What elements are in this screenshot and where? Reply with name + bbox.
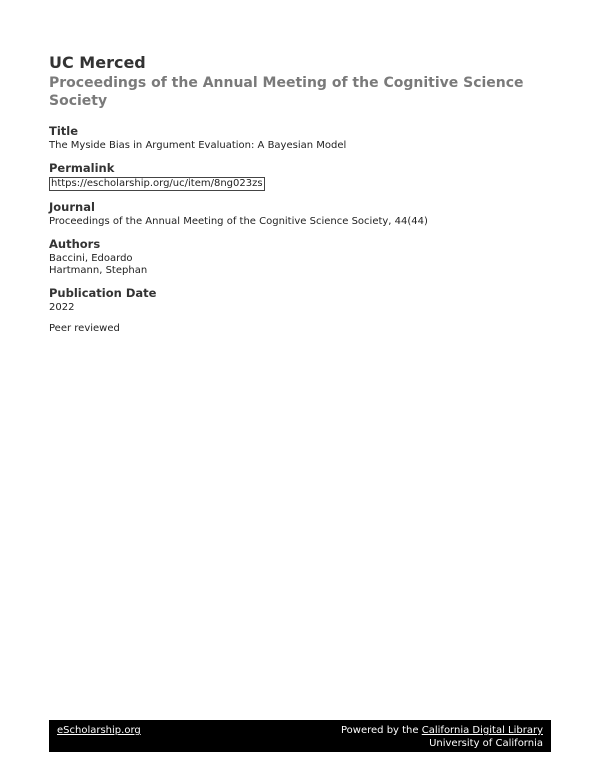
campus-name: UC Merced (49, 53, 146, 72)
title-label: Title (49, 124, 79, 138)
permalink-link[interactable]: https://escholarship.org/uc/item/8ng023zs (51, 178, 263, 189)
peer-review-status: Peer reviewed (49, 323, 120, 334)
journal-value: Proceedings of the Annual Meeting of the Cognitive Science Society, 44(44) (49, 216, 428, 227)
title-field (49, 124, 569, 152)
powered-by-line (341, 724, 543, 737)
title-value: The Myside Bias in Argument Evaluation: A Bayesian Model (49, 140, 347, 151)
permalink-field (49, 161, 569, 191)
journal-label: Journal (49, 200, 95, 214)
document-header (49, 53, 569, 110)
university-name: University of California (429, 738, 543, 749)
footer-credits (341, 724, 543, 750)
publication-date-value: 2022 (49, 302, 75, 313)
permalink-value-wrap (49, 177, 569, 191)
author-name: Baccini, Edoardo (49, 253, 133, 264)
metadata-fields (49, 124, 569, 335)
publication-date-label: Publication Date (49, 286, 157, 300)
authors-field (49, 237, 569, 277)
powered-by-text: Powered by the (341, 725, 419, 736)
permalink-label: Permalink (49, 161, 115, 175)
publication-date-field (49, 286, 569, 314)
authors-label: Authors (49, 237, 101, 251)
escholarship-link[interactable]: eScholarship.org (57, 725, 141, 736)
footer-bar (49, 720, 551, 752)
authors-list (49, 253, 569, 277)
author-name: Hartmann, Stephan (49, 265, 148, 276)
series-title: Proceedings of the Annual Meeting of the Cognitive Science Society (49, 75, 524, 109)
journal-field (49, 200, 569, 228)
cdl-link[interactable]: California Digital Library (421, 725, 543, 736)
